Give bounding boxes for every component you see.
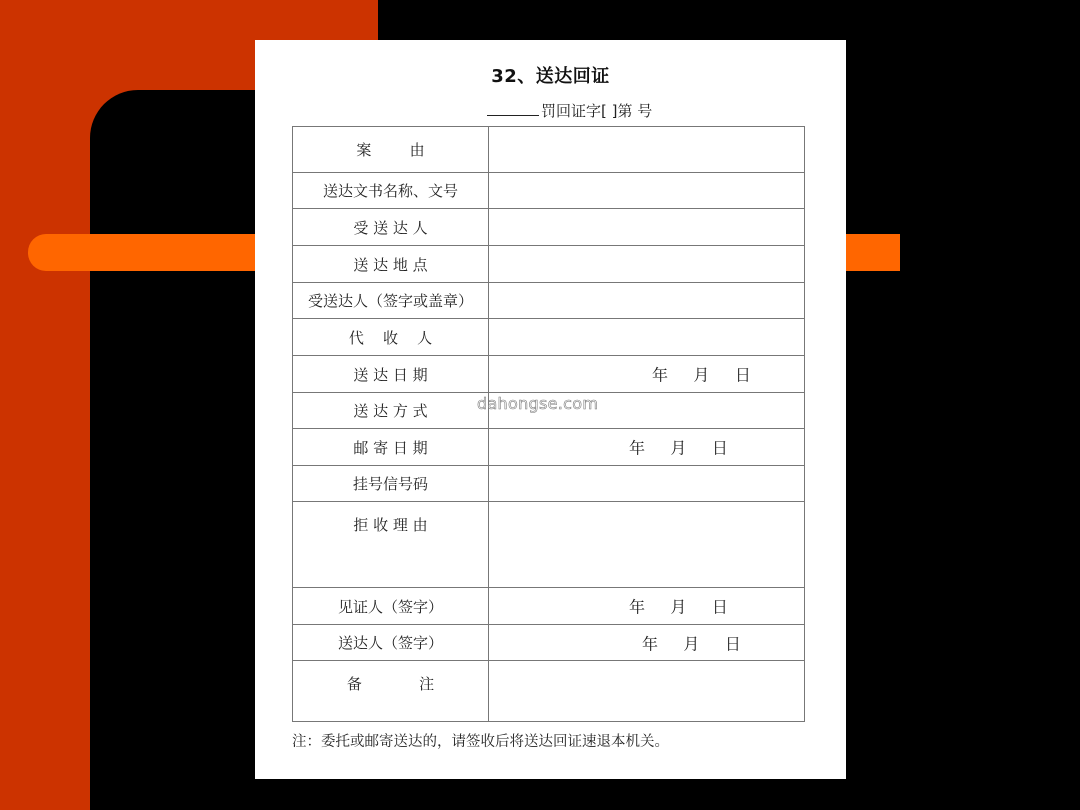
- row-value: [489, 319, 804, 355]
- table-row-mailing-date: [293, 429, 804, 466]
- row-value: [489, 661, 804, 721]
- date-text: 年 月 日: [652, 365, 751, 385]
- row-value: [489, 502, 804, 587]
- row-value: [489, 127, 804, 172]
- row-label: 受送达人（签字或盖章）: [293, 283, 489, 318]
- row-label: 送达人（签字）: [293, 625, 489, 660]
- table-row-delivery-date: [293, 356, 804, 393]
- row-label: 送 达 地 点: [293, 246, 489, 282]
- table-row-registered-number: [293, 466, 804, 502]
- table-row-deliverer: [293, 625, 804, 661]
- form-subtitle: [487, 100, 652, 121]
- table-row-case-reason: [293, 127, 804, 173]
- row-label: 送 达 方 式: [293, 393, 489, 428]
- date-text: 年 月 日: [629, 597, 728, 617]
- table-row-recipient: [293, 209, 804, 246]
- row-value: [489, 283, 804, 318]
- table-row-refusal-reason: [293, 502, 804, 588]
- row-value: [489, 209, 804, 245]
- watermark-text: dahongse.com: [477, 394, 599, 413]
- row-label: 备 注: [293, 661, 489, 721]
- subtitle-text: 罚回证字[ ]第 号: [541, 102, 653, 120]
- form-paper: [255, 40, 846, 779]
- row-label: 受 送 达 人: [293, 209, 489, 245]
- row-label: 送达文书名称、文号: [293, 173, 489, 208]
- row-label: 见证人（签字）: [293, 588, 489, 624]
- row-label: 邮 寄 日 期: [293, 429, 489, 465]
- row-label: 送 达 日 期: [293, 356, 489, 392]
- date-text: 年 月 日: [629, 438, 728, 458]
- row-value: [489, 588, 804, 624]
- table-row-remarks: [293, 661, 804, 722]
- row-label: 代 收 人: [293, 319, 489, 355]
- table-row-document-name: [293, 173, 804, 209]
- form-footnote: 注：委托或邮寄送达的，请签收后将送达回证速退本机关。: [292, 734, 669, 750]
- row-value: [489, 466, 804, 501]
- row-value: [489, 246, 804, 282]
- table-row-proxy-receiver: [293, 319, 804, 356]
- row-label: 挂号信号码: [293, 466, 489, 501]
- form-table: [292, 126, 805, 722]
- table-row-witness: [293, 588, 804, 625]
- row-value: [489, 356, 804, 392]
- subtitle-blank-line: [487, 102, 539, 116]
- row-label: 案 由: [293, 127, 489, 172]
- form-title: 32、送达回证: [491, 66, 610, 87]
- row-value: [489, 429, 804, 465]
- table-row-delivery-place: [293, 246, 804, 283]
- date-text: 年 月 日: [642, 634, 741, 653]
- table-row-recipient-signature: [293, 283, 804, 319]
- row-value: [489, 173, 804, 208]
- row-value: [489, 625, 804, 660]
- row-label: 拒 收 理 由: [293, 502, 489, 587]
